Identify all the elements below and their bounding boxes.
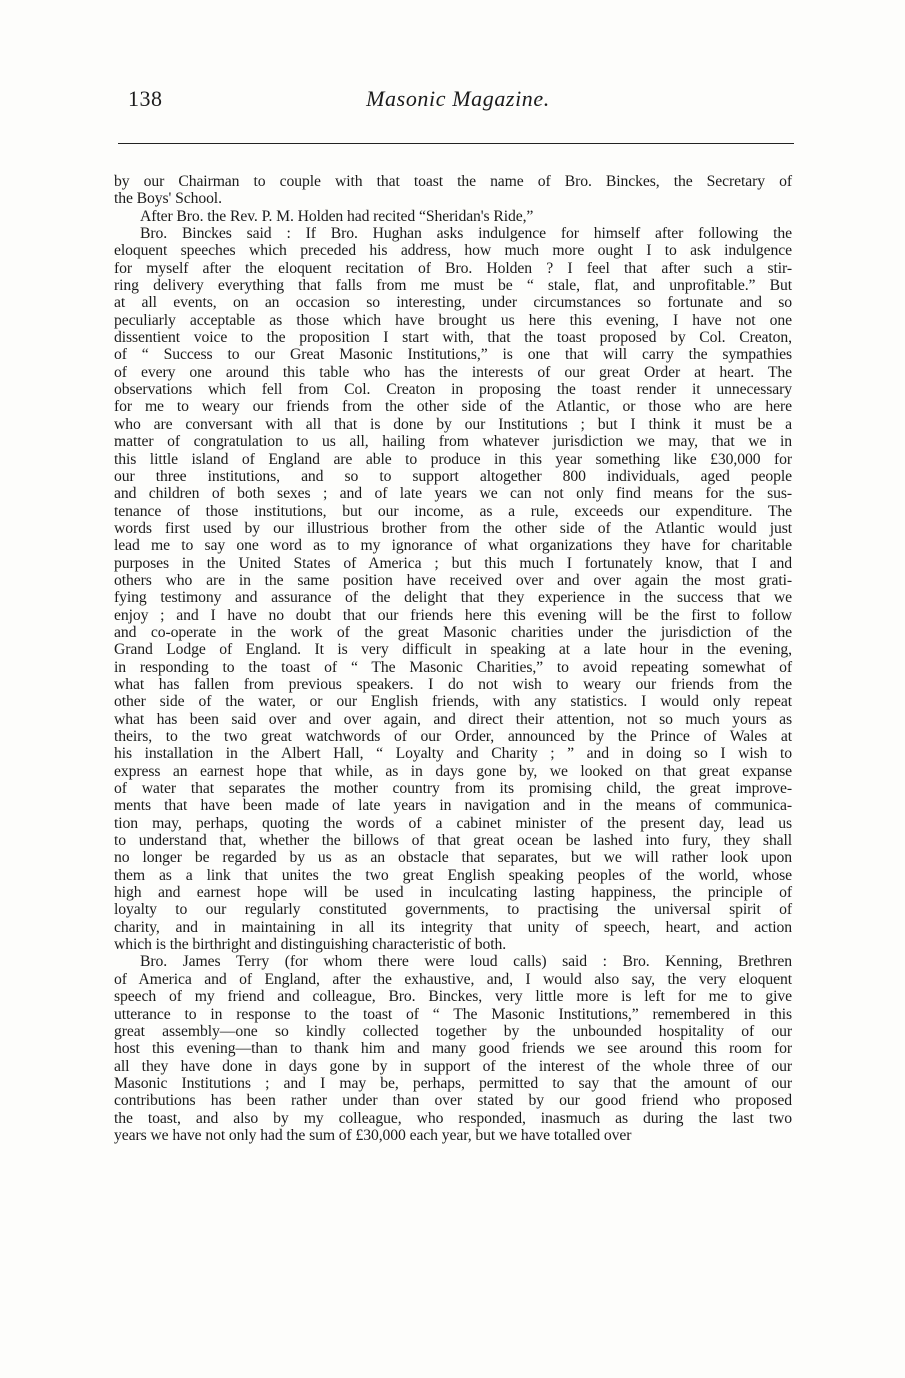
paragraph [114,225,792,953]
text-line: words first used by our illustrious brother from the other side of the Atlantic would just [114,519,792,537]
text-line: this little island of England are able to produce in this year something like £30,000 for [114,450,792,468]
text-line: peculiarly acceptable as those which have brought us here this evening, I have not one [114,311,792,329]
text-line: ments that have been made of late years in navigation and in the means of communica- [114,797,792,815]
paragraph [114,953,792,1144]
text-line: no longer be regarded by us as an obstacle that separates, but we will rather look upon [114,849,792,867]
text-line: enjoy ; and I have no doubt that our friends here this evening will be the first to follow [114,606,792,624]
text-line: and children of both sexes ; and of late years we can not only find means for the sus- [114,485,792,503]
text-line: Masonic Institutions ; and I may be, perhaps, permitted to say that the amount of our [114,1074,792,1092]
text-line: After Bro. the Rev. P. M. Holden had recited “Sheridan's Ride,” [140,207,534,225]
text-line: of America and of England, after the exhaustive, and, I would also say, the very eloquent [114,970,792,988]
article-body [114,173,792,1144]
text-line: others who are in the same position have received over and over again the most grati- [114,571,792,589]
header-divider [118,143,794,144]
text-line: of “ Success to our Great Masonic Institutions,” is one that will carry the sympathies [114,346,792,364]
text-line: speech of my friend and colleague, Bro. Binckes, very little more is left for me to give [114,988,792,1006]
page-header [128,86,788,120]
text-line: our three institutions, and so to support altogether 800 individuals, aged people [114,467,792,485]
text-line: eloquent speeches which preceded his address, how much more ought I to ask indulgence [114,242,792,260]
text-line: high and earnest hope will be used in inculcating lasting happiness, the principle of [114,884,792,902]
text-line: matter of congratulation to us all, hailing from whatever jurisdiction we may, that we in [114,433,792,451]
text-line: express an earnest hope that while, as in days gone by, we looked on that great expanse [114,762,792,780]
text-line: of water that separates the mother country from its promising child, the great improve- [114,780,792,798]
text-line: the toast, and also by my colleague, who responded, inasmuch as during the last two [114,1109,792,1127]
text-line: great assembly—one so kindly collected together by the unbounded hospitality of our [114,1022,792,1040]
text-line: at all events, on an occasion so interesting, under circumstances so fortunate and so [114,294,792,312]
text-line: his installation in the Albert Hall, “ Loyalty and Charity ; ” and in doing so I wish to [114,745,792,763]
text-line: dissentient voice to the proposition I start with, that the toast proposed by Col. Creaton, [114,329,792,347]
text-line: loyalty to our regularly constituted governments, to practising the universal spirit of [114,901,792,919]
text-line: and co-operate in the work of the great Masonic charities under the jurisdiction of the [114,623,792,641]
text-line: fying testimony and assurance of the delight that they experience in the success that we [114,589,792,607]
text-line: tenance of those institutions, but our income, as a rule, exceeds our expenditure. The [114,502,792,520]
text-line: years we have not only had the sum of £30,000 each year, but we have totalled over [114,1126,632,1144]
text-line: of every one around this table who has the interests of our great Order at heart. The [114,363,792,381]
text-line: Bro. Binckes said : If Bro. Hughan asks indulgence for himself after following the [140,225,792,243]
text-line: Grand Lodge of England. It is very difficult in speaking at a late hour in the evening, [114,641,792,659]
text-line: to understand that, whether the billows of that great ocean be lashed into fury, they shall [114,832,792,850]
text-line: for myself after the eloquent recitation of Bro. Holden ? I feel that after such a stir- [114,259,792,277]
text-line: purposes in the United States of America ; but this much I fortunately know, that I and [114,554,792,572]
text-line: what has fallen from previous speakers. I do not wish to weary our friends from the [114,675,792,693]
text-line: Bro. James Terry (for whom there were loud calls) said : Bro. Kenning, Brethren [140,953,792,971]
running-title: Masonic Magazine. [366,86,550,111]
text-line: by our Chairman to couple with that toast the name of Bro. Binckes, the Secretary of [114,173,792,190]
text-line: in responding to the toast of “ The Masonic Charities,” to avoid repeating somewhat of [114,658,792,676]
text-line: all they have done in days gone by in support of the interest of the whole three of our [114,1057,792,1075]
text-line: other side of the water, or our English friends, with any statistics. I would only repeat [114,693,792,711]
text-line: which is the birthright and distinguishing characteristic of both. [114,936,507,954]
text-line: them as a link that unites the two great English speaking peoples of the world, whose [114,866,792,884]
text-line: for me to weary our friends from the other side of the Atlantic, or those who are here [114,398,792,416]
text-line: the Boys' School. [114,190,222,208]
text-line: ring delivery everything that falls from me must be “ stale, flat, and unprofitable.” But [114,277,792,295]
text-line: host this evening—than to thank him and many good friends we see around this room for [114,1040,792,1058]
paragraph [114,173,792,208]
text-line: who are conversant with all that is done by our Institutions ; but I think it must be a [114,415,792,433]
text-line: observations which fell from Col. Creaton in proposing the toast render it unnecessary [114,381,792,399]
paragraph [114,208,792,225]
text-line: lead me to say one word as to my ignorance of what organizations they have for charitable [114,537,792,555]
text-line: charity, and in maintaining in all its integrity that unity of speech, heart, and action [114,918,792,936]
text-line: what has been said over and over again, and direct their attention, not so much yours as [114,710,792,728]
text-line: theirs, to the two great watchwords of our Order, announced by the Prince of Wales at [114,728,792,745]
text-line: tion may, perhaps, quoting the words of a cabinet minister of the present day, lead us [114,814,792,832]
text-line: utterance to in response to the toast of “ The Masonic Institutions,” remembered in this [114,1005,792,1023]
text-line: contributions has been rather under than over stated by our good friend who proposed [114,1092,792,1110]
page-number: 138 [128,86,163,111]
